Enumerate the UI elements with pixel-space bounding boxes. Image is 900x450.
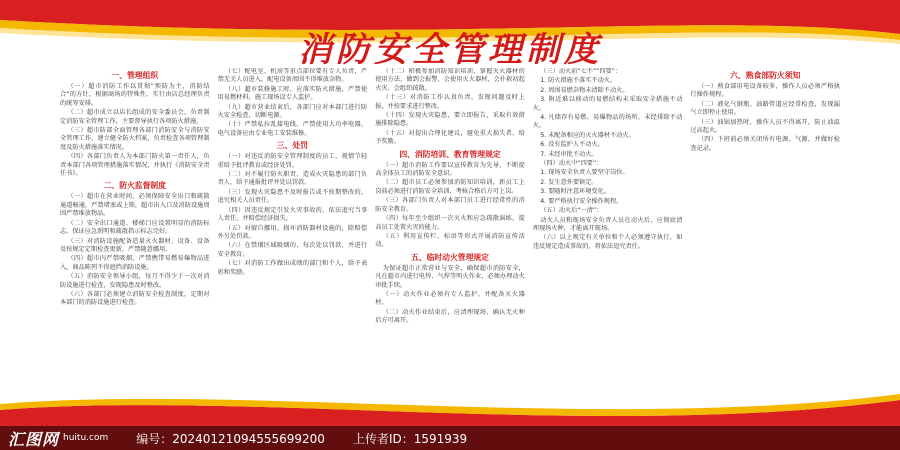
image-id-text: 编号：20240121094555699200 — [136, 431, 325, 446]
paragraph: 为保证超市正常营业与安全，确保超市消防安全，凡在超市内进行电焊、气焊等明火作业，必须办理动火审批手续。 — [375, 264, 525, 289]
paragraph: （三）发现火灾隐患不及时报告或不按期整改的，追究相关人员责任。 — [217, 188, 368, 205]
paragraph: （三）超市防部全面管理各部门消防安全与消防安全管理工作，建立健全防火档案，负责检查各项管理制度及防火措施落实情况。 — [60, 127, 210, 151]
watermark-footer — [0, 426, 900, 450]
paragraph: （九）超市营业结束后，各部门应对本部门进行防火安全检查，切断电源。 — [217, 103, 368, 120]
paragraph: 2. 发生意外要镇定。 — [540, 178, 598, 186]
paragraph: （一）超市在营业时间，必须保障安全出口和疏散通道畅通，严禁堵塞或上锁，超市出入口及消防设施周围严禁堆放物品。 — [60, 193, 210, 218]
paragraph: 1. 现场安全负责人要坚守岗位。 — [540, 169, 629, 177]
logo-url: huitu.com — [63, 433, 109, 443]
paragraph: 2. 周围易燃杂物未清除不动火。 — [540, 86, 629, 94]
paragraph: 5. 未配备相应的灭火器材不动火。 — [540, 131, 635, 139]
paragraph: （一）超市消防工作要以宣传教育为先导，不断提高全体员工的消防安全意识。 — [375, 161, 525, 178]
paragraph: （四）下班前必须关闭所有电源、气源，并做好检查记录。 — [690, 136, 840, 152]
paragraph: 动火人员和现场安全负责人员在动火后，应彻底清理现场火种，才能离开现场。 — [532, 216, 683, 232]
uploader-id-text: 上传者ID：1591939 — [352, 431, 468, 446]
paragraph: （一）对违反消防安全管理制度的员工，视情节轻重给予批评教育或经济处罚。 — [217, 153, 368, 169]
paragraph: （四）超市内严禁吸烟，严禁携带易燃易爆物品进入，商品陈列不得遮挡消防设施。 — [60, 255, 210, 271]
section-heading: 二、防火监督制度 — [103, 181, 166, 191]
column-5 — [690, 68, 840, 384]
paragraph: （十五）对提出合理化建议，避免重大损失者，给予奖励。 — [375, 129, 525, 146]
page-title: 消防安全管理制度 — [298, 30, 602, 70]
logo-brand: 汇图网 — [8, 429, 60, 449]
paragraph: （四）动火中“四要”： — [540, 160, 603, 168]
paragraph: （二）超市成立以店长组成的安全委员会，负责制定消防安全管理工作，主要督导执行各项防火措施。 — [60, 109, 210, 125]
paragraph: 3. 附近难以移动的易燃结构未采取安全措施不动火。 — [532, 96, 683, 112]
paragraph: （六）各部门必须建立消防安全检查制度，定期对本部门的消防设施进行检查。 — [60, 290, 210, 307]
section-heading: 三、处罚 — [276, 141, 308, 151]
column-2 — [218, 68, 368, 384]
paragraph: （一）超市消防工作以贯彻“预防为主，消防结合”的方针，根据商场的特殊性，实行由店总经理负责的统筹安排。 — [60, 83, 210, 107]
paragraph: （四）因违反规定引发火灾事故的，依法追究当事人责任，并赔偿经济损失。 — [217, 206, 368, 223]
paragraph: （十）严禁私拉乱接电线，严禁使用大功率电器，电气设备应由专业电工安装维修。 — [217, 121, 368, 137]
section-heading: 一、管理组织 — [111, 71, 159, 80]
column-1 — [60, 68, 210, 384]
paragraph: （一）熟食部用电设备较多，操作人员必须严格执行操作规程。 — [690, 83, 840, 99]
paragraph: （四）每年至少组织一次灭火和应急疏散演练，提高员工处置火灾的能力。 — [375, 215, 525, 231]
paragraph: 1. 防火措施不落实不动火。 — [540, 77, 617, 85]
paragraph: （二）液化气钢瓶、油路管道应经常检查，发现漏气立即停止使用。 — [690, 100, 840, 117]
site-logo — [8, 427, 108, 450]
paragraph: （三）各部门负责人对本部门员工进行经常性的消防安全教育。 — [375, 197, 525, 213]
column-4 — [533, 68, 683, 384]
paragraph: 3. 要随时注意环境变化。 — [540, 188, 610, 196]
paragraph: （三）对消防设施配备适量灭火器材，设备、设备及按规定定期检查更新，严禁随意挪用。 — [60, 237, 210, 253]
paragraph: （五）动火后“一清”： — [540, 207, 603, 215]
paragraph: （一）动火作业必须有专人监护，并配备灭火器材。 — [375, 290, 525, 307]
paragraph: （二）动火作业结束后，应清理现场，确认无火种后方可离开。 — [375, 308, 525, 325]
section-heading: 六、熟食部防火须知 — [730, 71, 801, 80]
paragraph: （七）配电室、机房等重点部位要有专人负责，严禁无关人员进入，配电设备周围不得堆放杂物。 — [217, 68, 368, 84]
paragraph: （十四）发现火灾隐患，要立即报告，采取有效措施排除隐患。 — [375, 112, 525, 128]
paragraph: （五）利用宣传栏、标语等形式开展消防宣传活动。 — [375, 232, 525, 249]
paragraph: （三）油锅加热时，操作人员不得离开，防止油温过高起火。 — [690, 118, 840, 135]
paragraph: （二）安全出口通道、楼梯口应设置明显的消防标志，保证应急照明和疏散指示标志完好。 — [60, 219, 210, 236]
column-3 — [375, 68, 525, 384]
paragraph: 4. 要严格执行安全操作规程。 — [540, 197, 623, 205]
paragraph: （四）各部门负责人为本部门防火第一责任人，负责本部门各项管理措施落实情况，并执行《消防安全责任书》。 — [60, 153, 210, 178]
section-heading: 五、临时动火管理规定 — [411, 252, 489, 262]
section-heading: 四、消防培训、教育管理规定 — [399, 149, 501, 159]
paragraph: 7. 未经审批不动火。 — [540, 150, 598, 158]
paragraph: （五）对擅自挪用、损坏消防器材设施的，除赔偿外另处罚款。 — [217, 224, 368, 240]
paragraph: （二）超市员工必须参加消防知识培训，新员工上岗前必须进行消防安全培训，考核合格后方可上岗。 — [375, 179, 525, 195]
paragraph: （三）动火前“七不”“四要”： — [540, 68, 622, 75]
paragraph: （二）对不履行防火职责，造成火灾隐患的部门负责人，给予通报批评并处以罚款。 — [217, 171, 368, 187]
paragraph: （七）对消防工作做出成绩的部门和个人，给予表彰和奖励。 — [217, 260, 368, 276]
paragraph: （六）以上规定有关单位和个人必须遵守执行，如违反规定造成事故的，将依法追究责任。 — [532, 234, 683, 250]
paragraph: 4. 凡储存有易燃、易爆物品的场所，未经排除不动火。 — [532, 114, 683, 130]
paragraph: （八）超市装修施工时，应落实防火措施，严禁使用易燃材料，施工现场设专人监护。 — [217, 85, 368, 102]
content-columns — [60, 68, 840, 384]
paragraph: （十二）积极参加消防知识培训，掌握灭火器材的使用方法，做到会报警、会使用灭火器材、会扑救初起火灾、会组织疏散。 — [375, 68, 525, 92]
paragraph: （六）在禁烟区域吸烟的，每次处以罚款，并进行安全教育。 — [217, 242, 368, 258]
paragraph: （五）消防安全领导小组，每月不得少于一次对消防设施进行检查，发现隐患及时整改。 — [60, 273, 210, 289]
paragraph: 6. 没有监护人不动火。 — [540, 141, 604, 149]
paragraph: （十三）对消防工作认真负责，发现问题及时上报，并按要求进行整改。 — [375, 94, 525, 110]
